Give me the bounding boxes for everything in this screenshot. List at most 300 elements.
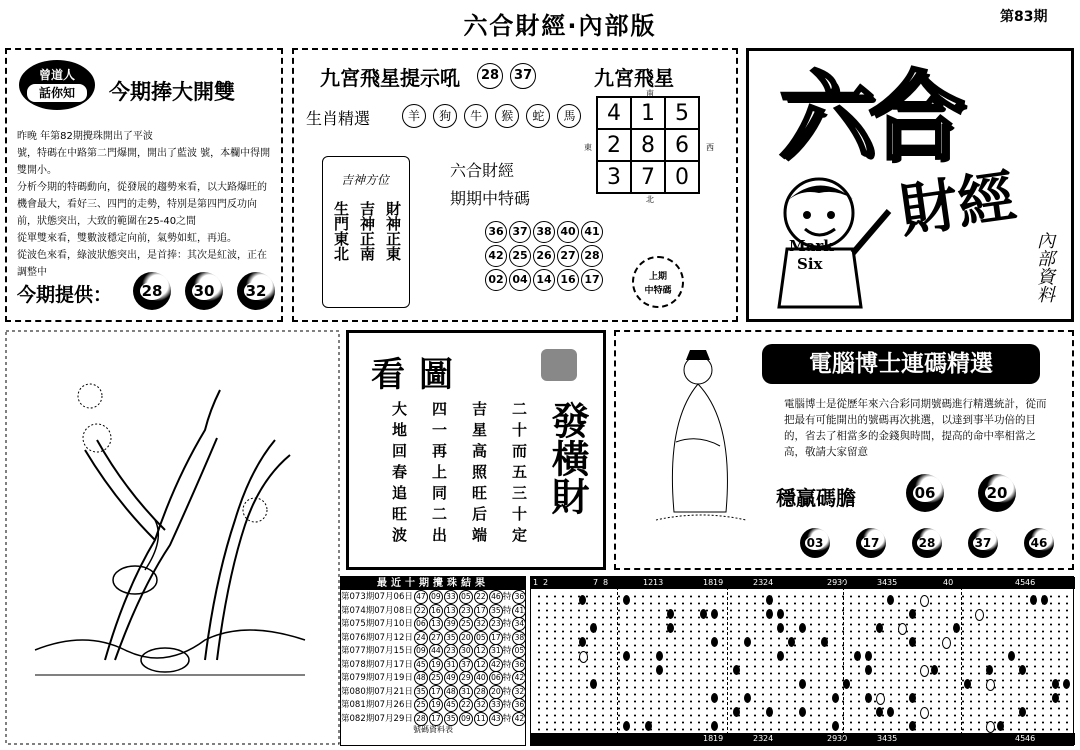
chart-top-label: 29: [827, 578, 838, 587]
result-ball: 29: [459, 671, 473, 685]
chart-divider: [961, 577, 962, 745]
offer-number-ball: 28: [133, 272, 171, 310]
chart-token: [920, 665, 929, 677]
chart-bottom-label: 34: [877, 734, 888, 743]
grid-cell: 8: [631, 129, 665, 161]
chart-top-label: 45: [1015, 578, 1026, 587]
issue-number: 第83期: [1000, 9, 1048, 25]
grid-cell: 4: [597, 97, 631, 129]
number-ball: 28: [477, 63, 503, 89]
chart-token: [711, 693, 718, 703]
chart-token: [711, 721, 718, 731]
number-ball: 04: [509, 269, 531, 291]
result-issue: 第074期07月08日: [341, 605, 413, 616]
result-issue: 第082期07月29日: [341, 713, 413, 724]
result-ball: 13: [444, 604, 458, 618]
chart-token: [1063, 679, 1070, 689]
chart-token: [909, 609, 916, 619]
chart-token: [832, 693, 839, 703]
special-ball: 42: [512, 671, 526, 685]
result-ball: 40: [474, 671, 488, 685]
chart-divider: [843, 577, 844, 745]
number-ball: 38: [533, 221, 555, 243]
result-ball: 09: [459, 712, 473, 726]
result-ball: 05: [459, 590, 473, 604]
result-ball: 13: [429, 617, 443, 631]
result-row: [341, 604, 525, 618]
result-issue: 第073期07月06日: [341, 592, 413, 602]
chart-bottom-band: [531, 733, 1075, 745]
special-number-grid: [484, 220, 604, 292]
chart-token: [876, 707, 883, 717]
result-ball: 48: [444, 685, 458, 699]
scroll-column: 吉神正南: [358, 201, 376, 261]
last-issue-stamp: [632, 256, 684, 308]
result-issue: 第078期07月17日: [341, 659, 413, 670]
chart-token: [1030, 595, 1037, 605]
grid-cell: 2: [597, 129, 631, 161]
chart-bottom-label: 18: [703, 734, 714, 743]
editorial-body: [17, 128, 275, 281]
chart-bottom-label: 24: [763, 734, 774, 743]
chart-token: [876, 693, 885, 705]
deity-figure-illustration: [646, 342, 756, 527]
result-ball: 19: [429, 658, 443, 672]
result-ball: 45: [444, 698, 458, 712]
chart-top-label: 30: [837, 578, 848, 587]
chart-bottom-label: 35: [887, 734, 898, 743]
doctor-description: 電腦博士是從歷年來六合彩同期號碼進行精選統計，從而把最有可能開出的號碼再次挑選，以達到事半功倍的目的，省去了相當多的金錢與時間，提高的命中率相當之高，敬請大家留意: [784, 398, 1047, 458]
result-ball: 22: [459, 698, 473, 712]
special-ball: 38: [512, 631, 526, 645]
chart-token: [909, 721, 916, 731]
chart-token: [645, 721, 652, 731]
chart-token: [1019, 707, 1026, 717]
chart-token: [832, 721, 839, 731]
paragraph: 從單雙來看，雙數波穩定向前，氣勢如虹，再追。: [17, 233, 237, 244]
bubble-line-2: 話你知: [27, 84, 87, 102]
chart-token: [590, 623, 597, 633]
decorative-seal-icon: [541, 349, 577, 381]
zodiac-item: 羊: [402, 104, 426, 128]
pick-ball: 03: [800, 528, 830, 558]
chart-token: [579, 651, 588, 663]
chart-token: [766, 707, 773, 717]
verse-column: 吉星高照旺后端: [470, 401, 488, 548]
result-ball: 35: [489, 604, 503, 618]
result-ball: 28: [414, 712, 428, 726]
six-text: Six: [797, 255, 823, 273]
chart-token: [887, 707, 894, 717]
result-row: [341, 644, 525, 658]
chart-token: [843, 679, 850, 689]
logo-panel: [746, 48, 1074, 322]
chart-token: [656, 665, 663, 675]
paragraph: 號，特碼在中路第二門爆開，開出了藍波 號，本欄中得開雙開小。: [17, 148, 271, 176]
result-ball: 47: [414, 590, 428, 604]
lucky-direction-scroll: [322, 156, 410, 308]
number-ball: 14: [533, 269, 555, 291]
result-ball: 45: [414, 658, 428, 672]
result-issue: 第077期07月15日: [341, 646, 413, 656]
paragraph: 昨晚 年第82期攪珠開出了平波: [17, 131, 153, 142]
result-ball: 42: [489, 658, 503, 672]
special-ball: 32: [512, 685, 526, 699]
chart-top-label: 34: [877, 578, 888, 587]
chart-top-label: 13: [653, 578, 664, 587]
chart-token: [920, 595, 929, 607]
chart-bottom-label: 46: [1025, 734, 1036, 743]
chart-token: [711, 637, 718, 647]
special-title-2: 期期中特碼: [450, 189, 531, 208]
pick-ball: 46: [1024, 528, 1054, 558]
special-ball: 41: [512, 604, 526, 618]
result-ball: 24: [414, 631, 428, 645]
chart-top-band: [531, 577, 1075, 589]
result-ball: 16: [429, 604, 443, 618]
chart-token: [766, 609, 773, 619]
result-ball: 09: [414, 644, 428, 658]
chart-token: [942, 637, 951, 649]
title-numbers: [476, 62, 537, 90]
result-issue: 第075期07月10日: [341, 619, 413, 629]
direction-north: 北: [646, 195, 654, 204]
result-ball: 23: [489, 617, 503, 631]
chart-token: [964, 679, 971, 689]
verse-column: 大地回春追旺波: [390, 401, 408, 548]
zodiac-item: 猴: [495, 104, 519, 128]
chart-bottom-label: 19: [713, 734, 724, 743]
offer-label: 今期提供：: [17, 284, 113, 306]
grid-cell: 7: [631, 161, 665, 193]
special-ball: 36: [512, 658, 526, 672]
chart-token: [865, 693, 872, 703]
chart-top-label: 12: [643, 578, 654, 587]
special-label: 特: [502, 632, 512, 643]
chart-token: [1052, 693, 1059, 703]
page-title: 六合財經·內部版: [463, 12, 657, 40]
number-ball: 16: [557, 269, 579, 291]
tree-squirrel-illustration: [5, 330, 340, 745]
chart-token: [623, 721, 630, 731]
verse-column: 二十而五三十定: [510, 401, 528, 548]
grid-title: 九宮飛星: [594, 66, 674, 90]
scroll-column: 生門東北: [332, 201, 350, 261]
zodiac-item: 牛: [464, 104, 488, 128]
result-ball: 39: [444, 617, 458, 631]
chart-top-label: 1: [533, 578, 539, 587]
offer-number-ball: 30: [185, 272, 223, 310]
result-row: [341, 617, 525, 631]
chart-token: [854, 651, 861, 661]
zodiac-item: 狗: [433, 104, 457, 128]
result-ball: 06: [489, 671, 503, 685]
chart-token: [799, 623, 806, 633]
chart-top-label: 19: [713, 578, 724, 587]
chart-token: [876, 623, 883, 633]
chart-token: [777, 651, 784, 661]
results-header: 最近十期攪珠結果: [341, 577, 525, 590]
result-ball: 32: [474, 698, 488, 712]
chart-token: [986, 665, 993, 675]
number-ball: 27: [557, 245, 579, 267]
verse-column: 四一再上同二出: [430, 401, 448, 548]
computer-doctor-panel: [614, 330, 1074, 570]
result-ball: 49: [444, 671, 458, 685]
grid-cell: 5: [665, 97, 699, 129]
logo-side-text: 內部資料: [1034, 231, 1055, 303]
chart-bottom-label: 45: [1015, 734, 1026, 743]
special-ball: 36: [512, 698, 526, 712]
chart-token: [1008, 651, 1015, 661]
grid-cell: 6: [665, 129, 699, 161]
result-ball: 31: [459, 685, 473, 699]
chart-bottom-label: 29: [827, 734, 838, 743]
nine-star-panel: [292, 48, 738, 322]
results-rows: [341, 590, 525, 725]
result-ball: 05: [474, 631, 488, 645]
chart-token: [865, 665, 872, 675]
chart-top-label: 35: [887, 578, 898, 587]
pick-ball: 37: [968, 528, 998, 558]
paragraph: 分析今期的特碼動向，從發展的趨勢來看，以大路爆旺的機會最大，看好三、四門的走勢，特別是第四門反功向前，狀態突出，大致的範圍在25-40之間: [17, 182, 267, 227]
zodiac-item: 馬: [557, 104, 581, 128]
result-issue: 第076期07月12日: [341, 632, 413, 643]
result-ball: 23: [444, 644, 458, 658]
result-ball: 35: [414, 685, 428, 699]
logo-big-text: 六合: [779, 61, 959, 173]
editorial-panel: [5, 48, 283, 322]
result-ball: 35: [444, 712, 458, 726]
chart-token: [777, 609, 784, 619]
editorial-headline: 今期捧大開雙: [109, 80, 235, 104]
chart-token: [997, 721, 1004, 731]
result-ball: 27: [429, 631, 443, 645]
number-ball: 36: [485, 221, 507, 243]
result-ball: 33: [489, 698, 503, 712]
result-ball: 11: [474, 712, 488, 726]
result-ball: 28: [474, 685, 488, 699]
logo-sub-text: 財經: [895, 162, 1020, 246]
mark-text: Mark: [789, 237, 834, 255]
chart-top-label: 18: [703, 578, 714, 587]
result-issue: 第080期07月21日: [341, 686, 413, 697]
stamp-line: 上期: [648, 272, 667, 282]
chart-token: [799, 679, 806, 689]
number-ball: 26: [533, 245, 555, 267]
number-ball: 41: [581, 221, 603, 243]
result-row: [341, 698, 525, 712]
chart-top-label: 7: [593, 578, 599, 587]
nine-palace-grid: [596, 96, 700, 194]
result-ball: 09: [429, 590, 443, 604]
speech-bubble: [19, 60, 95, 110]
chart-token: [744, 693, 751, 703]
result-ball: 43: [489, 712, 503, 726]
scroll-column: 財神正東: [384, 201, 402, 261]
number-ball: 37: [509, 221, 531, 243]
chart-bottom-label: 23: [753, 734, 764, 743]
special-label: 特: [502, 700, 512, 710]
result-ball: 20: [489, 685, 503, 699]
chart-token: [865, 651, 872, 661]
result-issue: 第079期07月19日: [341, 673, 413, 683]
result-ball: 22: [414, 604, 428, 618]
chart-token: [1019, 665, 1026, 675]
chart-token: [909, 693, 916, 703]
bold-pick-ball: 06: [906, 474, 944, 512]
result-ball: 25: [414, 698, 428, 712]
chart-token: [898, 623, 907, 635]
chart-token: [920, 707, 929, 719]
chart-token: [975, 609, 984, 621]
chart-token: [788, 637, 795, 647]
chart-token: [590, 679, 597, 689]
chart-bottom-label: 30: [837, 734, 848, 743]
result-row: [341, 685, 525, 699]
special-label: 特: [502, 646, 512, 656]
chart-token: [909, 637, 916, 647]
zodiac-list: [402, 104, 583, 128]
special-ball: 42: [512, 712, 526, 726]
zodiac-item: 蛇: [526, 104, 550, 128]
chart-token: [733, 665, 740, 675]
chart-divider: [727, 577, 728, 745]
nine-star-title: 九宮飛星提示吼: [320, 66, 460, 90]
number-ball: 42: [485, 245, 507, 267]
chart-top-label: 8: [603, 578, 609, 587]
grid-cell: 0: [665, 161, 699, 193]
result-ball: 31: [489, 644, 503, 658]
chart-token: [579, 595, 586, 605]
result-ball: 25: [459, 617, 473, 631]
result-ball: 30: [459, 644, 473, 658]
result-ball: 32: [474, 617, 488, 631]
result-ball: 22: [474, 590, 488, 604]
chart-token: [667, 609, 674, 619]
trend-chart-strip: [530, 576, 1074, 746]
result-ball: 46: [489, 590, 503, 604]
result-ball: 20: [459, 631, 473, 645]
special-label: 特: [502, 619, 512, 629]
chart-token: [623, 651, 630, 661]
chart-token: [711, 609, 718, 619]
seal-text: 發橫財: [545, 401, 589, 515]
chart-divider: [617, 577, 618, 745]
chart-top-label: 23: [753, 578, 764, 587]
chart-top-label: 46: [1025, 578, 1036, 587]
pick-ball: 17: [856, 528, 886, 558]
special-label: 特: [502, 673, 512, 683]
direction-west: 西: [706, 143, 714, 152]
special-label: 特: [502, 592, 512, 602]
results-table: [340, 576, 526, 746]
number-ball: 17: [581, 269, 603, 291]
offer-number-ball: 32: [237, 272, 275, 310]
result-ball: 17: [474, 604, 488, 618]
result-ball: 12: [474, 658, 488, 672]
chart-token: [953, 623, 960, 633]
chart-token: [656, 651, 663, 661]
special-ball: 05: [512, 644, 526, 658]
result-ball: 17: [429, 685, 443, 699]
bold-pick-ball: 20: [978, 474, 1016, 512]
zodiac-label: 生肖精選: [306, 109, 371, 128]
result-row: [341, 712, 525, 726]
chart-token: [887, 595, 894, 605]
number-ball: 28: [581, 245, 603, 267]
result-ball: 31: [444, 658, 458, 672]
result-ball: 44: [429, 644, 443, 658]
chart-top-label: 40: [943, 578, 954, 587]
chart-token: [623, 595, 630, 605]
chart-token: [986, 679, 995, 691]
result-ball: 48: [414, 671, 428, 685]
look-picture-panel: [346, 330, 606, 570]
result-ball: 37: [459, 658, 473, 672]
result-ball: 17: [429, 712, 443, 726]
paragraph: 從波色來看，綠波狀態突出，是首捧：其次是紅波，正在調整中: [17, 250, 267, 278]
chart-token: [799, 707, 806, 717]
result-ball: 17: [489, 631, 503, 645]
special-ball: 36: [512, 590, 526, 604]
number-ball: 40: [557, 221, 579, 243]
chart-token: [766, 595, 773, 605]
result-ball: 35: [444, 631, 458, 645]
special-label: 特: [502, 659, 512, 670]
direction-south: 南: [646, 89, 654, 98]
result-ball: 19: [429, 698, 443, 712]
result-ball: 25: [429, 671, 443, 685]
bubble-line-1: 曾道人: [38, 68, 75, 82]
chart-top-label: 24: [763, 578, 774, 587]
grid-cell: 1: [631, 97, 665, 129]
chart-token: [931, 665, 938, 675]
chart-token: [821, 637, 828, 647]
doctor-title: 電腦博士連碼精選: [762, 344, 1040, 384]
chart-token: [733, 707, 740, 717]
chart-token: [986, 721, 995, 733]
results-footer: 號碼資料表: [413, 725, 453, 734]
number-ball: 37: [510, 63, 536, 89]
special-title-1: 六合財經: [450, 161, 515, 180]
special-ball: 34: [512, 617, 526, 631]
chart-token: [777, 623, 784, 633]
chart-token: [1052, 679, 1059, 689]
grid-cell: 3: [597, 161, 631, 193]
result-row: [341, 631, 525, 645]
bold-pick-label: 穩贏碼膽: [776, 486, 856, 510]
result-ball: 33: [444, 590, 458, 604]
direction-east: 東: [584, 143, 592, 152]
result-row: [341, 590, 525, 604]
number-ball: 25: [509, 245, 531, 267]
stamp-line: 中特碼: [644, 286, 672, 296]
chart-token: [667, 623, 674, 633]
chart-top-label: 2: [543, 578, 549, 587]
result-row: [341, 658, 525, 672]
chart-token: [700, 609, 707, 619]
result-ball: 06: [414, 617, 428, 631]
result-issue: 第081期07月26日: [341, 700, 413, 710]
special-label: 特: [502, 605, 512, 616]
look-picture-title: 看圖: [371, 355, 467, 395]
number-ball: 02: [485, 269, 507, 291]
special-label: 特: [502, 686, 512, 697]
result-ball: 23: [459, 604, 473, 618]
result-row: [341, 671, 525, 685]
special-label: 特: [502, 713, 512, 724]
